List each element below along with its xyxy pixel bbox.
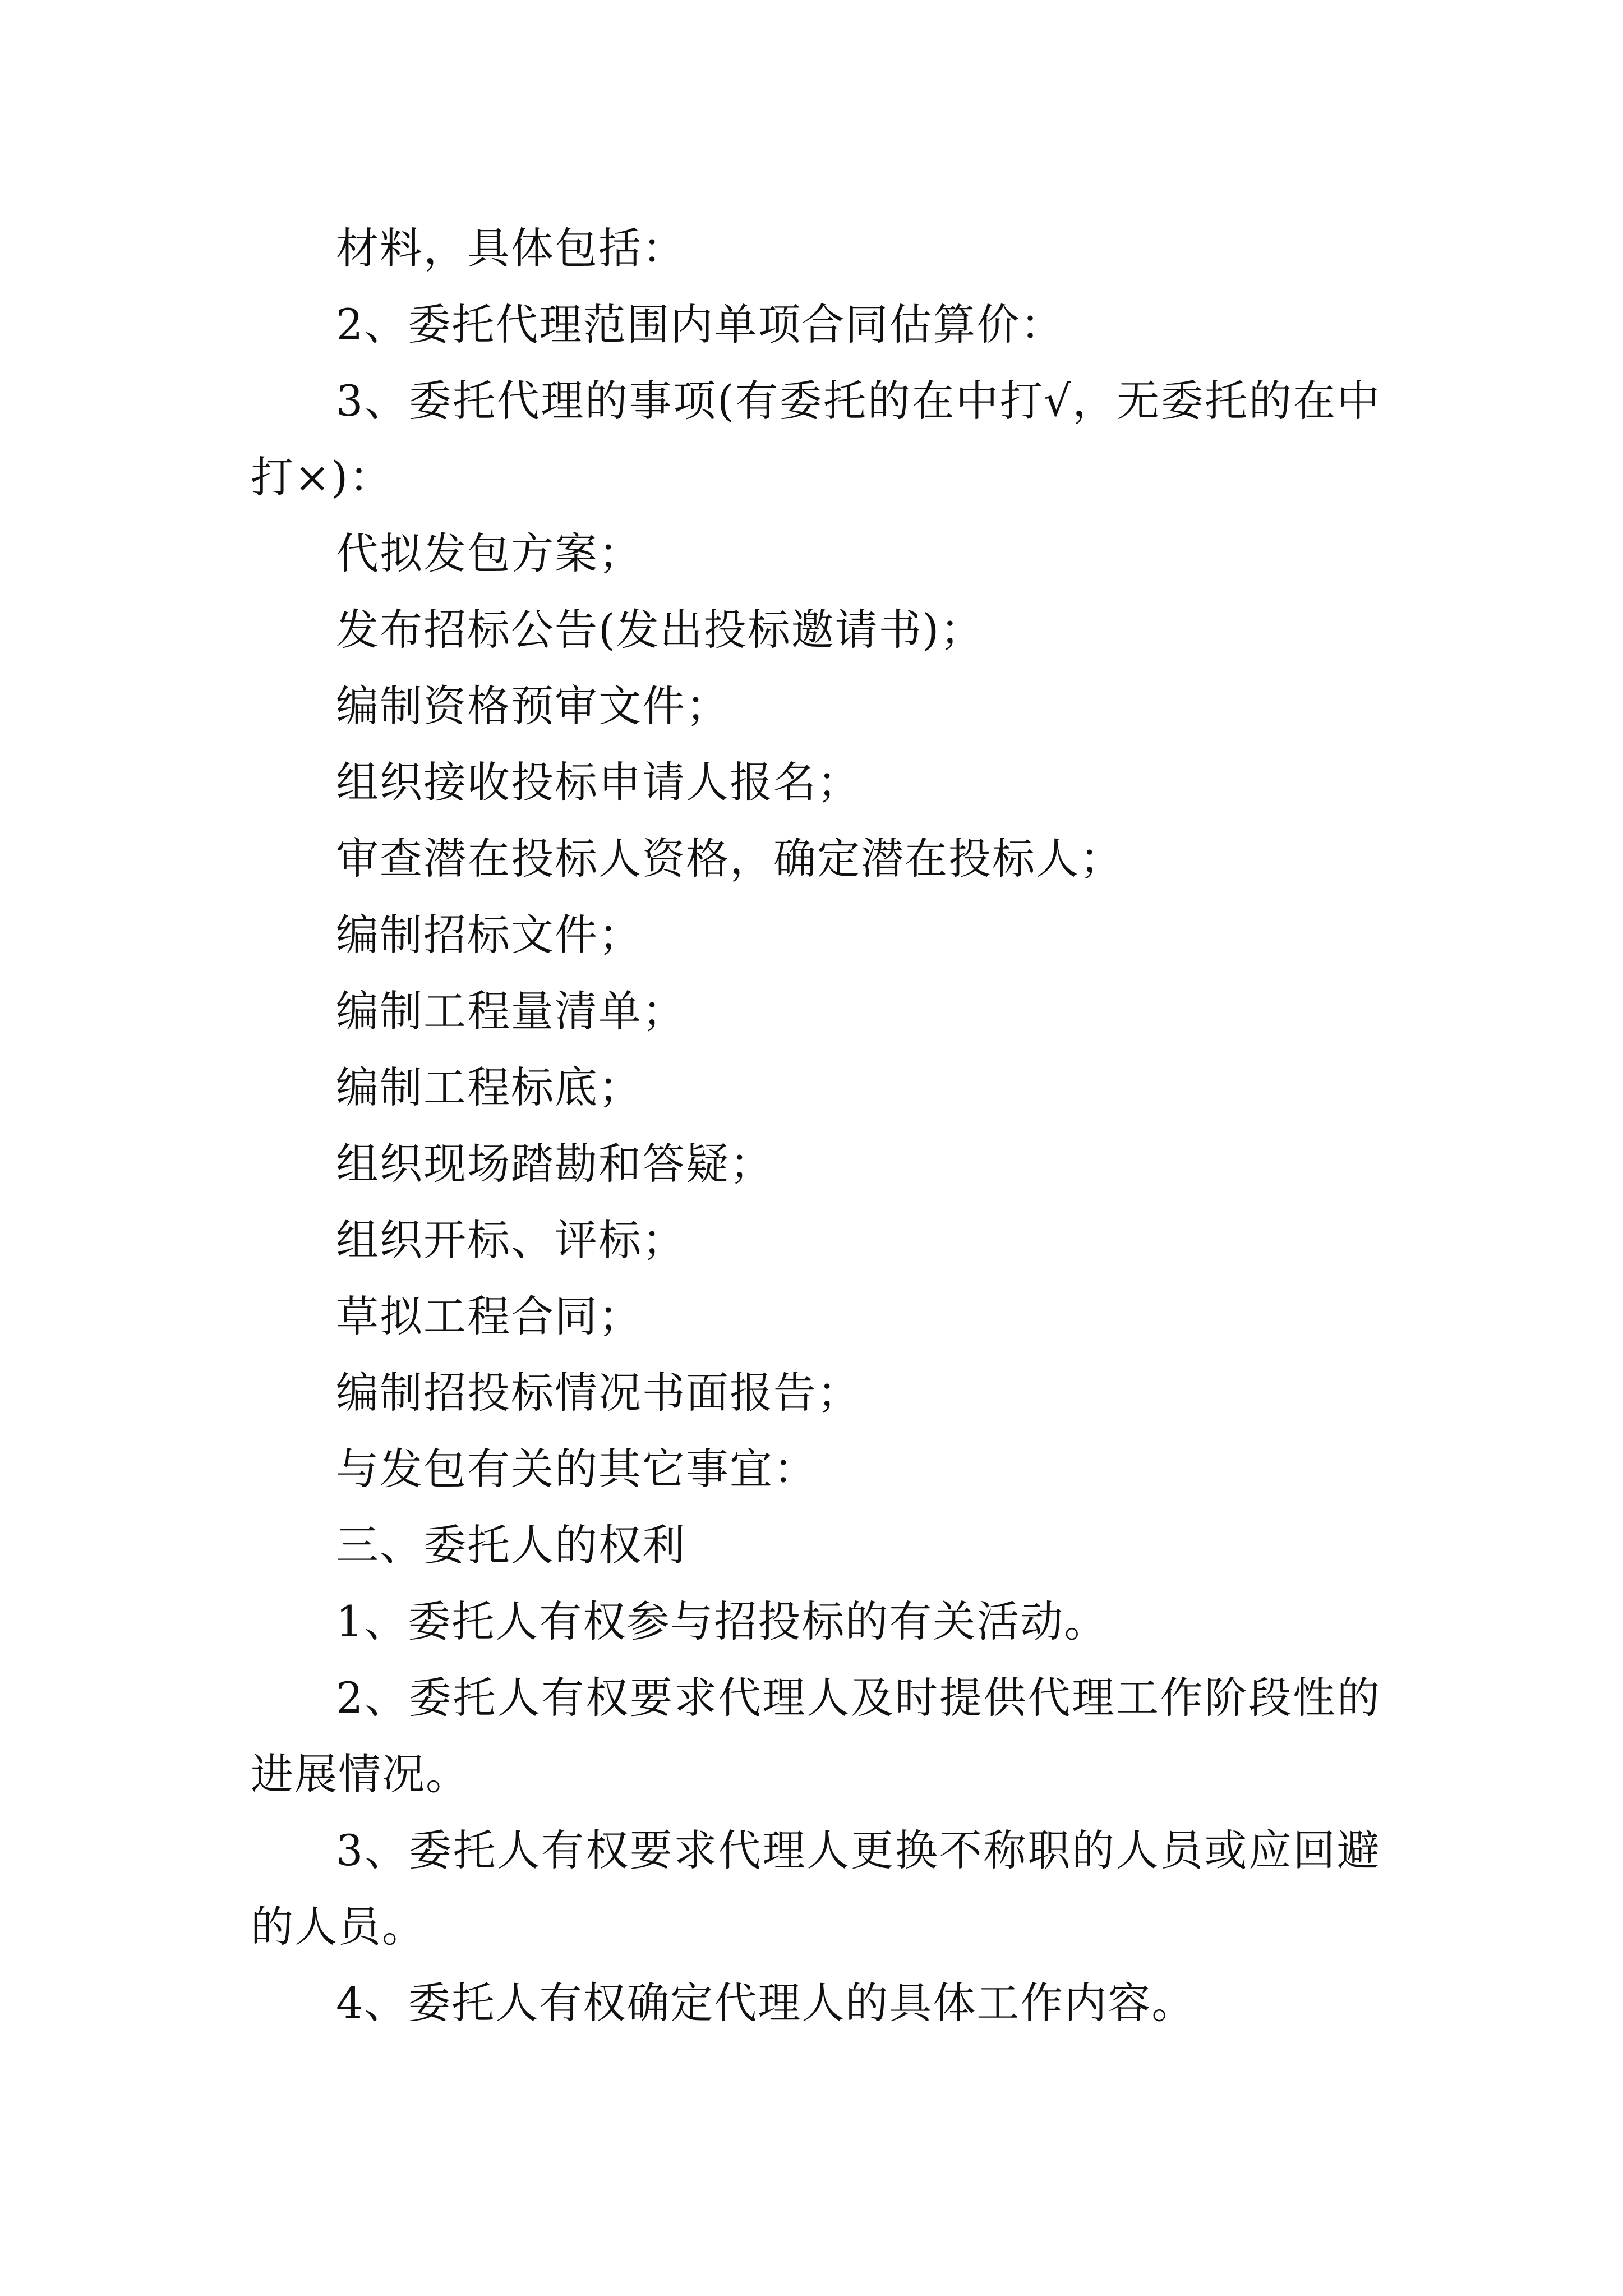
paragraph-right-1: 1、委托人有权参与招投标的有关活动。 bbox=[336, 1596, 1108, 1646]
list-item: 编制资格预审文件； bbox=[336, 681, 730, 731]
list-item: 编制招投标情况书面报告； bbox=[336, 1368, 861, 1418]
list-item: 草拟工程合同； bbox=[336, 1291, 642, 1341]
paragraph-right-2: 2、委托人有权要求代理人及时提供代理工作阶段性的进展情况。 bbox=[251, 1673, 1381, 1799]
list-item: 代拟发包方案； bbox=[336, 528, 642, 578]
paragraph-right-3: 3、委托人有权要求代理人更换不称职的人员或应回避的人员。 bbox=[251, 1825, 1381, 1952]
list-item: 组织现场踏勘和答疑； bbox=[336, 1139, 773, 1189]
list-item: 与发包有关的其它事宜： bbox=[336, 1444, 817, 1494]
list-item: 发布招标公告(发出投标邀请书)； bbox=[336, 605, 984, 655]
list-item: 编制工程标底； bbox=[336, 1062, 642, 1112]
paragraph-entrusted-items: 3、委托代理的事项(有委托的在中打√，无委托的在中打×)： bbox=[251, 376, 1381, 502]
paragraph-materials: 材料，具体包括： bbox=[336, 223, 686, 273]
list-item: 审查潜在投标人资格，确定潜在投标人； bbox=[336, 834, 1123, 884]
list-item: 组织接收投标申请人报名； bbox=[336, 757, 861, 807]
list-item: 编制工程量清单； bbox=[336, 986, 686, 1036]
document-body bbox=[251, 210, 1381, 2041]
list-item: 编制招标文件； bbox=[336, 910, 642, 960]
paragraph-contract-estimate: 2、委托代理范围内单项合同估算价： bbox=[336, 300, 1064, 349]
paragraph-right-4: 4、委托人有权确定代理人的具体工作内容。 bbox=[336, 1978, 1196, 2028]
list-item: 组织开标、评标； bbox=[336, 1215, 686, 1265]
section-heading-client-rights: 三、委托人的权利 bbox=[336, 1520, 686, 1570]
